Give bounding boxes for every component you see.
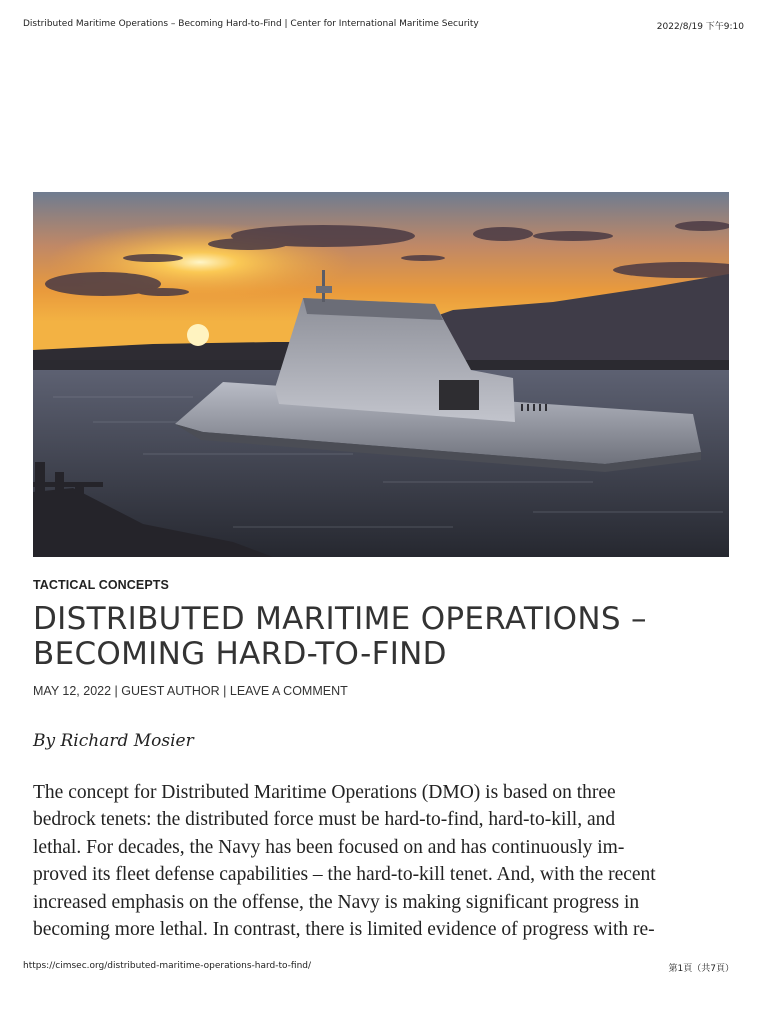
body-line: becoming more lethal. In contrast, there is limited evidence of progress with re-: [33, 919, 655, 941]
article-title-line: DISTRIBUTED MARITIME OPERATIONS –: [33, 601, 647, 637]
post-date-link[interactable]: MAY 12, 2022: [33, 684, 112, 698]
print-datetime: 2022/8/19 下午9:10: [656, 22, 744, 32]
category-link[interactable]: TACTICAL CONCEPTS: [33, 578, 169, 592]
body-line: lethal. For decades, the Navy has been focused on and has continuously im-: [33, 836, 625, 858]
byline: By Richard Mosier: [33, 731, 194, 751]
body-line: increased emphasis on the offense, the Navy is making significant progress in: [33, 891, 640, 913]
body-line: bedrock tenets: the distributed force must be hard-to-find, hard-to-kill, and: [33, 809, 616, 831]
article-title: [33, 602, 733, 672]
print-url: https://cimsec.org/distributed-maritime-operations-hard-to-find/: [23, 961, 312, 971]
print-header: [23, 19, 744, 32]
print-page-title: Distributed Maritime Operations – Becoming Hard-to-Find | Center for International Maritime Security: [23, 19, 479, 29]
article-body: [33, 779, 733, 943]
print-footer: [23, 961, 734, 974]
post-meta: [33, 684, 348, 698]
body-line: proved its fleet defense capabilities – the hard-to-kill tenet. And, with the recent: [33, 864, 656, 886]
hero-illustration: [33, 192, 729, 557]
meta-separator: |: [111, 684, 122, 698]
body-line: The concept for Distributed Maritime Operations (DMO) is based on three: [33, 782, 616, 803]
print-page-info: 第1頁（共7頁）: [668, 964, 734, 974]
article-title-line: BECOMING HARD-TO-FIND: [33, 636, 447, 672]
meta-separator: |: [219, 684, 230, 698]
hero-image: [33, 192, 729, 557]
author-link[interactable]: GUEST AUTHOR: [121, 684, 220, 698]
leave-comment-link[interactable]: LEAVE A COMMENT: [229, 684, 348, 698]
